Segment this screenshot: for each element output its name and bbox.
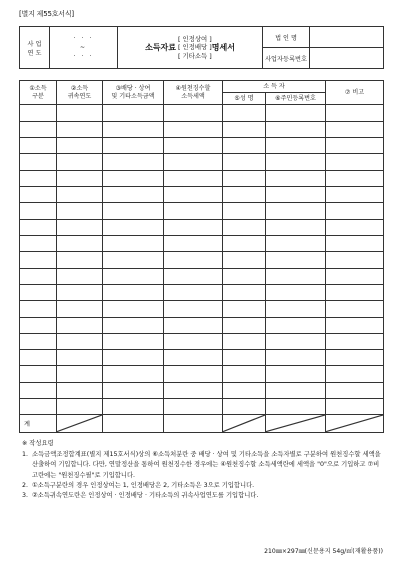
table-cell[interactable] (103, 268, 164, 284)
table-cell[interactable] (20, 105, 57, 121)
table-cell[interactable] (266, 284, 326, 300)
table-cell[interactable] (20, 235, 57, 251)
table-cell[interactable] (266, 154, 326, 170)
table-cell[interactable] (326, 382, 384, 398)
table-cell[interactable] (57, 317, 103, 333)
table-cell[interactable] (326, 350, 384, 366)
table-cell[interactable] (326, 121, 384, 137)
biz-reg-field[interactable] (310, 48, 384, 69)
table-cell[interactable] (326, 219, 384, 235)
table-cell[interactable] (164, 170, 223, 186)
table-cell[interactable] (164, 284, 223, 300)
table-cell[interactable] (326, 138, 384, 154)
table-cell[interactable] (326, 252, 384, 268)
table-cell[interactable] (164, 203, 223, 219)
table-cell[interactable] (20, 138, 57, 154)
table-cell[interactable] (223, 252, 266, 268)
table-cell[interactable] (223, 317, 266, 333)
instruction-item: 3. ②소득귀속연도란은 인정상여 · 인정배당 · 기타소득의 귀속사업연도를 기입합니다. (22, 492, 259, 500)
table-cell[interactable] (57, 366, 103, 382)
table-cell[interactable] (266, 399, 326, 415)
col-amount: ③배당 · 상여 및 기타소득금액 (103, 81, 164, 105)
table-cell[interactable] (57, 333, 103, 349)
table-cell[interactable] (57, 219, 103, 235)
table-cell[interactable] (57, 301, 103, 317)
table-cell[interactable] (266, 219, 326, 235)
table-cell[interactable] (326, 268, 384, 284)
table-cell[interactable] (223, 366, 266, 382)
title-suffix: 명세서 (211, 42, 235, 52)
table-row (20, 219, 384, 235)
table-row (20, 301, 384, 317)
table-cell[interactable] (164, 333, 223, 349)
table-cell[interactable] (103, 219, 164, 235)
total-cell-crossed (223, 415, 266, 433)
table-cell[interactable] (20, 301, 57, 317)
table-cell[interactable] (57, 268, 103, 284)
table-cell[interactable] (223, 219, 266, 235)
table-row (20, 366, 384, 382)
table-cell[interactable] (57, 203, 103, 219)
table-cell[interactable] (103, 350, 164, 366)
table-cell[interactable] (20, 121, 57, 137)
table-cell[interactable] (326, 187, 384, 203)
table-cell[interactable] (266, 366, 326, 382)
table-row (20, 382, 384, 398)
col-remarks: ⑦ 비고 (326, 81, 384, 105)
table-cell[interactable] (223, 350, 266, 366)
table-cell[interactable] (266, 170, 326, 186)
table-cell[interactable] (20, 268, 57, 284)
table-row (20, 399, 384, 415)
table-cell[interactable] (164, 268, 223, 284)
table-row (20, 121, 384, 137)
table-cell[interactable] (164, 399, 223, 415)
table-cell[interactable] (57, 187, 103, 203)
table-cell[interactable] (326, 333, 384, 349)
table-cell[interactable] (20, 284, 57, 300)
table-cell[interactable] (223, 333, 266, 349)
table-row (20, 105, 384, 121)
table-row (20, 268, 384, 284)
table-cell[interactable] (57, 121, 103, 137)
table-cell[interactable] (164, 121, 223, 137)
table-cell[interactable] (103, 170, 164, 186)
paper-spec: 210㎜×297㎜(신문용지 54g/㎡(재활용품)) (264, 548, 383, 555)
table-cell[interactable] (266, 105, 326, 121)
table-cell[interactable] (223, 382, 266, 398)
col-withholding-tax: ④원천징수할 소득세액 (164, 81, 223, 105)
table-cell[interactable] (266, 333, 326, 349)
col-earner-group: 소 득 자 (223, 81, 326, 93)
writing-instructions (22, 439, 384, 501)
table-row (20, 284, 384, 300)
table-cell[interactable] (266, 121, 326, 137)
form-header (19, 26, 384, 69)
total-cell[interactable] (164, 415, 223, 433)
table-cell[interactable] (57, 350, 103, 366)
table-cell[interactable] (103, 154, 164, 170)
table-row (20, 235, 384, 251)
table-cell[interactable] (266, 382, 326, 398)
table-cell[interactable] (164, 219, 223, 235)
table-cell[interactable] (223, 187, 266, 203)
table-cell[interactable] (326, 235, 384, 251)
table-cell[interactable] (20, 187, 57, 203)
table-cell[interactable] (223, 268, 266, 284)
table-row (20, 138, 384, 154)
table-cell[interactable] (57, 235, 103, 251)
title-prefix: 소득자료 (145, 42, 176, 52)
table-cell[interactable] (103, 105, 164, 121)
table-cell[interactable] (103, 333, 164, 349)
instructions-title: ※ 작성요령 (22, 440, 54, 447)
total-row (20, 415, 384, 433)
table-cell[interactable] (103, 203, 164, 219)
table-cell[interactable] (103, 187, 164, 203)
table-cell[interactable] (266, 252, 326, 268)
table-cell[interactable] (20, 203, 57, 219)
col-attribution-year: ②소득 귀속연도 (57, 81, 103, 105)
table-cell[interactable] (326, 399, 384, 415)
table-cell[interactable] (164, 382, 223, 398)
total-cell[interactable] (103, 415, 164, 433)
total-cell-crossed (57, 415, 103, 433)
table-row (20, 154, 384, 170)
col-resident-number: ⑥주민등록번호 (266, 93, 326, 105)
table-cell[interactable] (57, 399, 103, 415)
table-cell[interactable] (57, 154, 103, 170)
table-cell[interactable] (20, 317, 57, 333)
table-cell[interactable] (326, 203, 384, 219)
col-earner-name: ⑤성 명 (223, 93, 266, 105)
table-cell[interactable] (326, 317, 384, 333)
table-cell[interactable] (223, 121, 266, 137)
table-cell[interactable] (164, 252, 223, 268)
table-row (20, 203, 384, 219)
table-cell[interactable] (164, 350, 223, 366)
table-cell[interactable] (103, 399, 164, 415)
table-cell[interactable] (103, 284, 164, 300)
table-cell[interactable] (20, 154, 57, 170)
table-cell[interactable] (223, 301, 266, 317)
table-cell[interactable] (223, 235, 266, 251)
table-row (20, 317, 384, 333)
table-row (20, 187, 384, 203)
table-cell[interactable] (103, 235, 164, 251)
table-cell[interactable] (223, 105, 266, 121)
table-cell[interactable] (103, 382, 164, 398)
table-cell[interactable] (266, 350, 326, 366)
form-title (118, 27, 263, 69)
income-detail-table (19, 80, 384, 433)
table-cell[interactable] (57, 382, 103, 398)
title-options: [ 인정상여 ] [ 인정배당 ] [ 기타소득 ] (177, 34, 212, 60)
table-cell[interactable] (20, 399, 57, 415)
table-cell[interactable] (57, 170, 103, 186)
table-cell[interactable] (266, 317, 326, 333)
table-cell[interactable] (164, 317, 223, 333)
table-cell[interactable] (266, 187, 326, 203)
table-cell[interactable] (103, 301, 164, 317)
table-cell[interactable] (164, 154, 223, 170)
table-cell[interactable] (103, 121, 164, 137)
table-cell[interactable] (20, 170, 57, 186)
table-cell[interactable] (20, 219, 57, 235)
table-cell[interactable] (57, 105, 103, 121)
table-cell[interactable] (164, 366, 223, 382)
instruction-item: 2. ①소득구분란의 경우 인정상여는 1, 인정배당은 2, 기타소득은 3으로 기입합니다. (22, 481, 255, 489)
table-cell[interactable] (103, 366, 164, 382)
table-cell[interactable] (103, 138, 164, 154)
table-cell[interactable] (57, 252, 103, 268)
table-cell[interactable] (266, 138, 326, 154)
table-cell[interactable] (20, 350, 57, 366)
table-cell[interactable] (223, 203, 266, 219)
table-cell[interactable] (223, 170, 266, 186)
corp-name-label: 법 인 명 (263, 27, 310, 48)
table-cell[interactable] (326, 154, 384, 170)
table-cell[interactable] (326, 284, 384, 300)
biz-reg-label: 사업자등록번호 (263, 48, 310, 69)
table-cell[interactable] (164, 138, 223, 154)
instruction-item: 1. 소득금액조정합계표(별지 제15호서식)상의 ⑥소득처분란 중 배당 · 상여 및 기타소득을 소득자별로 구분하여 원천징수할 세액을 산출하여 기입합니다. 다만, 연말정산을 통하여 원천징수한 경우에는 ④원천징수할 소득세액란에 세액을 "0"으로 기입하고 ⑦비고란에는 "원천징수필"로 기입합니다. (22, 451, 381, 479)
business-year-field[interactable]: · · · ~ · · · (50, 27, 118, 69)
table-cell[interactable] (223, 138, 266, 154)
table-cell[interactable] (164, 235, 223, 251)
table-cell[interactable] (57, 138, 103, 154)
table-cell[interactable] (164, 105, 223, 121)
table-cell[interactable] (326, 170, 384, 186)
table-cell[interactable] (20, 382, 57, 398)
table-cell[interactable] (266, 301, 326, 317)
table-row (20, 170, 384, 186)
table-cell[interactable] (266, 203, 326, 219)
table-cell[interactable] (223, 284, 266, 300)
total-label: 계 (20, 415, 57, 433)
table-cell[interactable] (266, 268, 326, 284)
table-cell[interactable] (57, 284, 103, 300)
corp-name-field[interactable] (310, 27, 384, 48)
table-cell[interactable] (164, 187, 223, 203)
col-income-type: ①소득 구분 (20, 81, 57, 105)
table-cell[interactable] (103, 252, 164, 268)
table-cell[interactable] (223, 399, 266, 415)
total-cell-crossed (326, 415, 384, 433)
table-cell[interactable] (20, 252, 57, 268)
table-cell[interactable] (223, 154, 266, 170)
table-cell[interactable] (326, 301, 384, 317)
form-number-label: [별지 제55호서식] (19, 10, 74, 18)
table-cell[interactable] (326, 366, 384, 382)
table-cell[interactable] (20, 366, 57, 382)
total-cell-crossed (266, 415, 326, 433)
table-cell[interactable] (266, 235, 326, 251)
table-cell[interactable] (326, 105, 384, 121)
table-row (20, 333, 384, 349)
table-cell[interactable] (164, 301, 223, 317)
business-year-label: 사 업 연 도 (20, 27, 50, 69)
table-cell[interactable] (103, 317, 164, 333)
table-cell[interactable] (20, 333, 57, 349)
table-row (20, 350, 384, 366)
table-row (20, 252, 384, 268)
